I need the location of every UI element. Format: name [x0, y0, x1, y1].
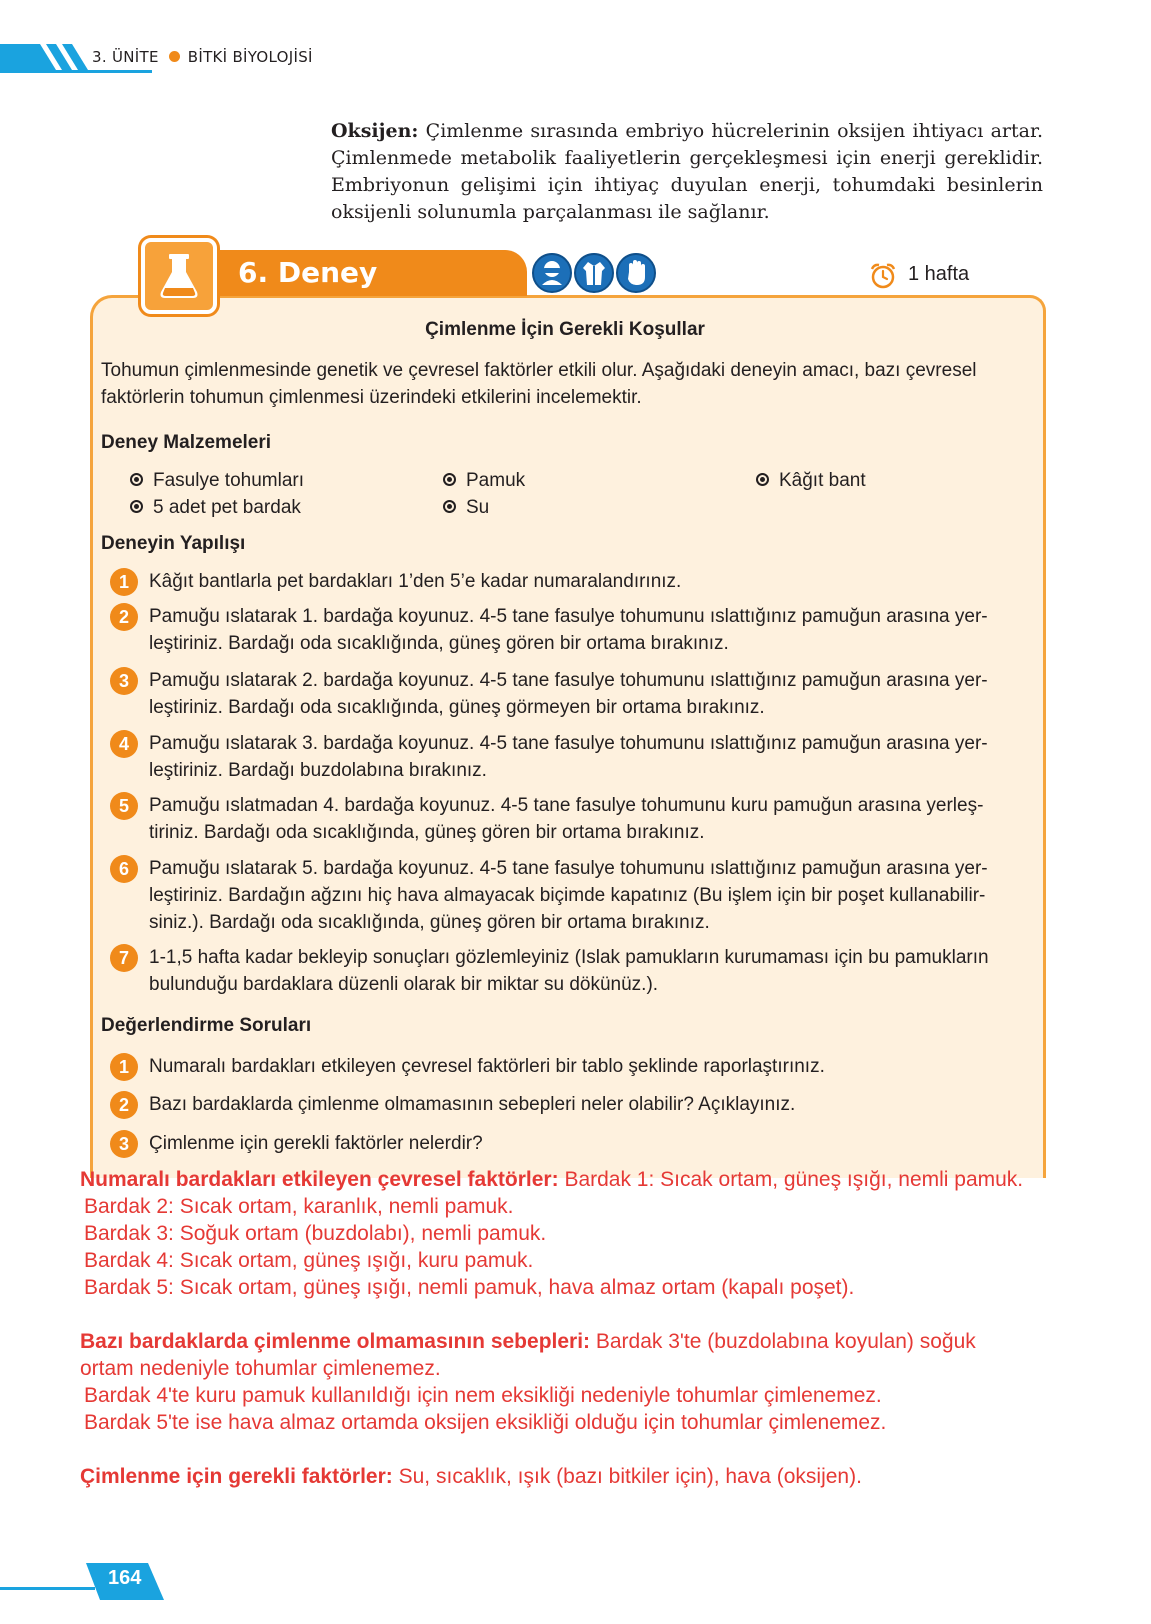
material-item: [130, 497, 301, 519]
target-bullet-icon: [443, 500, 456, 513]
header-breadcrumb: [92, 48, 313, 66]
step-number-badge: 6: [110, 855, 138, 883]
step-line: Pamuğu ıslatarak 3. bardağa koyunuz. 4-5 tane fasulye tohumunu ıslattığınız pamuğun arasına yer-: [149, 733, 988, 754]
material-label: Kâğıt bant: [779, 470, 866, 491]
step-number-badge: 1: [110, 568, 138, 596]
answer-2: [80, 1328, 1080, 1436]
answer-2-line: Bardak 4'te kuru pamuk kullanıldığı için nem eksikliği nedeniyle tohumlar çimlenemez.: [84, 1384, 882, 1407]
step-line: leştiriniz. Bardağı oda sıcaklığında, güneş görmeyen bir ortama bırakınız.: [149, 697, 765, 718]
target-bullet-icon: [443, 473, 456, 486]
header-rule: [0, 70, 152, 73]
intro-term: Oksijen:: [331, 120, 419, 142]
goggles-icon: [532, 253, 572, 293]
answer-1-line: Bardak 3: Soğuk ortam (buzdolabı), nemli pamuk.: [84, 1222, 547, 1245]
step-text: [149, 603, 1025, 657]
step-text: Kâğıt bantlarla pet bardakları 1’den 5’e kadar numaralandırınız.: [149, 571, 682, 592]
material-label: Su: [466, 497, 490, 518]
answer-1-line: Bardak 2: Sıcak ortam, karanlık, nemli pamuk.: [84, 1195, 514, 1218]
step-text: [149, 730, 1025, 784]
answer-1-heading: Numaralı bardakları etkileyen çevresel faktörler:: [80, 1168, 559, 1191]
step-number-badge: 7: [110, 944, 138, 972]
questions-heading: Değerlendirme Soruları: [101, 1015, 312, 1036]
question-number-badge: 1: [110, 1053, 138, 1081]
header-subject: BİTKİ BİYOLOJİSİ: [187, 48, 313, 66]
procedure-heading: Deneyin Yapılışı: [101, 533, 246, 554]
lab-coat-icon: [574, 253, 614, 293]
answer-2-cont: ortam nedeniyle tohumlar çimlenemez.: [80, 1357, 441, 1380]
material-label: Pamuk: [466, 470, 526, 491]
step-text: [149, 855, 1025, 936]
intro-paragraph: [331, 118, 1043, 226]
intro-text: Çimlenme sırasında embriyo hücrelerinin oksijen ihtiyacı artar. Çimlenmede metabolik faaliyetlerin gerçekleşmesi için enerji gereklidir. Embriyonun gelişimi için ihtiyaç duyulan enerji, tohumdaki besinlerin oksijenli solunumla parçalanması ile sağlanır.: [331, 120, 1043, 223]
material-item: [130, 470, 304, 492]
experiment-description: Tohumun çimlenmesinde genetik ve çevresel faktörler etkili olur. Aşağıdaki deneyin amacı, bazı çevresel faktörlerin tohumun çimlenmesi üzerindeki etkilerini incelemektir.: [101, 360, 977, 408]
step-text: [149, 667, 1025, 721]
question-text: Bazı bardaklarda çimlenme olmamasının sebepleri neler olabilir? Açıklayınız.: [149, 1094, 796, 1115]
answer-3-heading: Çimlenme için gerekli faktörler:: [80, 1465, 393, 1488]
step-line: tiriniz. Bardağı oda sıcaklığında, güneş gören bir ortama bırakınız.: [149, 822, 705, 843]
step-line: Pamuğu ıslatarak 5. bardağa koyunuz. 4-5 tane fasulye tohumunu ıslattığınız pamuğun arasına yer-: [149, 858, 988, 879]
alarm-clock-icon: [869, 262, 897, 290]
step-text: [149, 792, 1025, 846]
step-line: Pamuğu ıslatmadan 4. bardağa koyunuz. 4-5 tane fasulye tohumunu kuru pamuğun arasına yerleş-: [149, 795, 984, 816]
answer-3: [80, 1463, 1080, 1490]
materials-heading: Deney Malzemeleri: [101, 432, 272, 453]
step-number-badge: 5: [110, 792, 138, 820]
answer-2-heading: Bazı bardaklarda çimlenme olmamasının sebepleri:: [80, 1330, 591, 1353]
gloves-icon: [616, 253, 656, 293]
experiment-title: Çimlenme İçin Gerekli Koşullar: [425, 319, 705, 340]
target-bullet-icon: [130, 473, 143, 486]
experiment-duration: 1 hafta: [908, 263, 970, 285]
step-number-badge: 2: [110, 603, 138, 631]
target-bullet-icon: [130, 500, 143, 513]
answer-1-line: Bardak 5: Sıcak ortam, güneş ışığı, nemli pamuk, hava almaz ortam (kapalı poşet).: [84, 1276, 855, 1299]
page-number: 164: [108, 1567, 142, 1589]
answer-1-line: Bardak 4: Sıcak ortam, güneş ışığı, kuru pamuk.: [84, 1249, 534, 1272]
step-line: siniz.). Bardağı oda sıcaklığında, güneş gören bir ortama bırakınız.: [149, 912, 710, 933]
question-text: Numaralı bardakları etkileyen çevresel faktörleri bir tablo şeklinde raporlaştırınız.: [149, 1056, 825, 1077]
header-separator-dot: [169, 51, 180, 62]
question-number-badge: 2: [110, 1091, 138, 1119]
footer-rule: [0, 1587, 95, 1590]
step-text: [149, 944, 1025, 998]
question-text: Çimlenme için gerekli faktörler nelerdir?: [149, 1133, 483, 1154]
material-label: 5 adet pet bardak: [153, 497, 301, 518]
experiment-label: 6. Deney: [238, 256, 378, 289]
header-unit: 3. ÜNİTE: [92, 48, 159, 66]
step-line: leştiriniz. Bardağı oda sıcaklığında, güneş gören bir ortama bırakınız.: [149, 633, 729, 654]
material-item: [443, 470, 525, 492]
material-item: [756, 470, 866, 492]
step-line: leştiriniz. Bardağın ağzını hiç hava almayacak biçimde kapatınız (Bu işlem için bir poşet kullanabilir-: [149, 885, 986, 906]
answer-2-line: Bardak 5'te ise hava almaz ortamda oksijen eksikliği olduğu için tohumlar çimlenemez.: [84, 1411, 887, 1434]
material-item: [443, 497, 489, 519]
step-line: Pamuğu ıslatarak 1. bardağa koyunuz. 4-5 tane fasulye tohumunu ıslattığınız pamuğun arasına yer-: [149, 606, 988, 627]
step-line: leştiriniz. Bardağı buzdolabına bırakınız.: [149, 760, 487, 781]
answer-1: [80, 1166, 1080, 1301]
answer-1-first: Bardak 1: Sıcak ortam, güneş ışığı, nemli pamuk.: [564, 1168, 1024, 1191]
flask-icon: [141, 238, 217, 314]
step-line: Pamuğu ıslatarak 2. bardağa koyunuz. 4-5 tane fasulye tohumunu ıslattığınız pamuğun arasına yer-: [149, 670, 988, 691]
step-line: bulunduğu bardaklara düzenli olarak bir miktar su dökünüz.).: [149, 974, 659, 995]
step-line: 1-1,5 hafta kadar bekleyip sonuçları gözlemleyiniz (Islak pamukların kurumaması için bu pamukların: [149, 947, 989, 968]
step-number-badge: 4: [110, 730, 138, 758]
answer-2-first: Bardak 3'te (buzdolabına koyulan) soğuk: [595, 1330, 976, 1353]
answer-3-text: Su, sıcaklık, ışık (bazı bitkiler için), hava (oksijen).: [398, 1465, 862, 1488]
target-bullet-icon: [756, 473, 769, 486]
material-label: Fasulye tohumları: [153, 470, 305, 491]
question-number-badge: 3: [110, 1130, 138, 1158]
step-number-badge: 3: [110, 667, 138, 695]
